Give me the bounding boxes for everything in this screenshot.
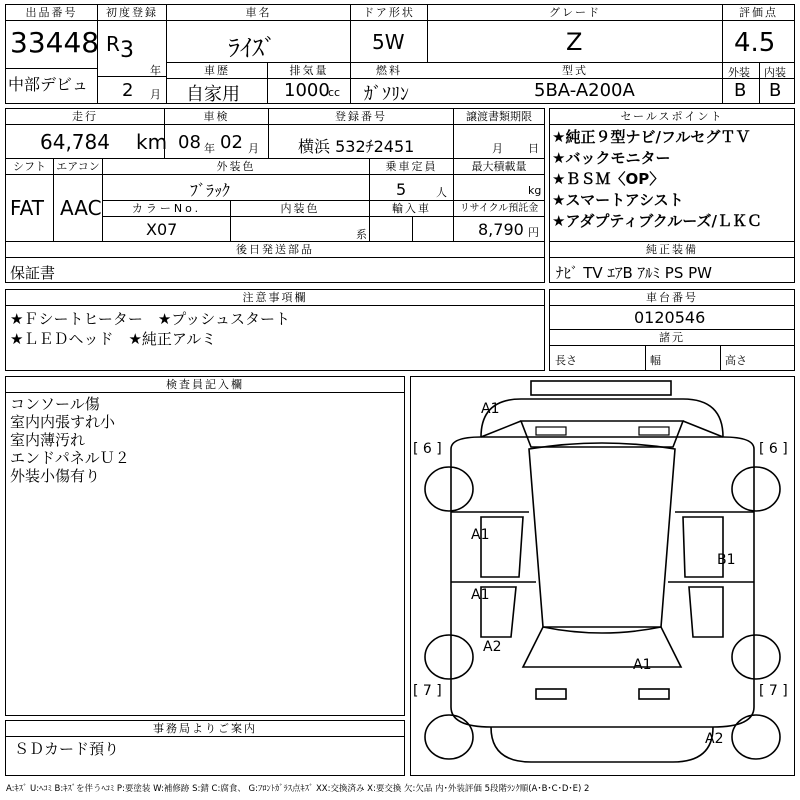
inspection-label: 車検 xyxy=(165,109,268,125)
ext-color-value: ﾌﾞﾗｯｸ xyxy=(190,181,231,200)
sales-point: ★ＢＳＭ〈OP〉 xyxy=(552,170,665,188)
grade-label: グレード xyxy=(428,5,722,21)
damage-mark: A1 xyxy=(471,587,490,603)
inspector-line: 外装小傷有り xyxy=(10,467,101,485)
spec-height: 高さ xyxy=(725,354,747,367)
office-value: ＳＤカード預り xyxy=(14,740,120,758)
month-unit: 月 xyxy=(150,88,161,101)
notes-label: 注意事項欄 xyxy=(6,290,544,306)
inspector-label: 検査員記入欄 xyxy=(6,377,404,393)
int-score: B xyxy=(769,80,782,101)
tire-front-left: [ 6 ] xyxy=(413,441,442,457)
doc-month-unit: 月 xyxy=(492,142,503,155)
inspector-line: 室内薄汚れ xyxy=(10,431,86,449)
model-label: 型式 xyxy=(428,63,722,78)
inspector-line: エンドパネルＵ２ xyxy=(10,449,130,467)
car-name-label: 車名 xyxy=(167,5,350,21)
inspection-year: 08 xyxy=(178,132,201,153)
inspector-lines xyxy=(10,395,130,485)
car-outline xyxy=(411,377,794,775)
car-name-value: ﾗｲｽﾞ xyxy=(228,34,276,62)
capacity-label: 乗車定員 xyxy=(370,159,453,175)
tire-front-right: [ 6 ] xyxy=(759,441,788,457)
grade-value: Z xyxy=(566,28,583,56)
capacity-value: 5 xyxy=(396,180,407,199)
first-reg-label: 初度登録 xyxy=(98,5,166,21)
damage-mark: A2 xyxy=(483,639,502,655)
lot-label: 出品番号 xyxy=(6,5,97,21)
tire-rear-right: [ 7 ] xyxy=(759,683,788,699)
import-label: 輸入車 xyxy=(370,201,453,217)
mileage-label: 走行 xyxy=(6,109,164,125)
damage-mark: A1 xyxy=(481,401,500,417)
doc-deadline-label: 譲渡書類期限 xyxy=(454,109,544,125)
spec-length: 長さ xyxy=(555,354,577,367)
mileage-value: 64,784 xyxy=(40,130,110,154)
score-label: 評価点 xyxy=(723,5,794,21)
tire-rear-left: [ 7 ] xyxy=(413,683,442,699)
sales-point: ★純正９型ナビ/フルセグＴＶ xyxy=(552,128,751,146)
inspection-month: 02 xyxy=(220,132,243,153)
int-color-unit: 系 xyxy=(356,228,367,241)
note-line: ★Ｆシートヒーター ★プッシュスタート xyxy=(10,310,290,328)
door-label: ドア形状 xyxy=(351,5,427,21)
max-load-unit: kg xyxy=(528,184,542,197)
color-no-value: X07 xyxy=(146,220,178,239)
history-value: 自家用 xyxy=(186,84,240,105)
damage-mark: A1 xyxy=(633,657,652,673)
color-no-label: カラーNo. xyxy=(103,201,230,217)
inspector-line: コンソール傷 xyxy=(10,395,100,413)
debut-label: 中部デビュ xyxy=(8,75,89,94)
doc-day-unit: 日 xyxy=(528,142,539,155)
score-value: 4.5 xyxy=(734,28,776,58)
fuel-value: ｶﾞｿﾘﾝ xyxy=(364,84,409,105)
after-parts-value: 保証書 xyxy=(10,264,56,282)
legend: A:ｷｽﾞ U:ﾍｺﾐ B:ｷｽﾞを伴うﾍｺﾐ P:要塗装 W:補修跡 S:錆 C:腐食、 G:ﾌﾛﾝﾄｶﾞﾗｽ点ｷｽﾞ XX:交換済み X:要交換 欠:欠品 内･外装評価 5段階ﾗﾝｸ順(A･B･C･D･E) 2 xyxy=(6,784,590,794)
sales-point: ★バックモニター xyxy=(552,149,671,167)
plate-label: 登録番号 xyxy=(269,109,453,125)
first-reg-month: 2 xyxy=(122,80,134,101)
equipment-value: ﾅﾋﾞ TV ｴｱB ｱﾙﾐ PS PW xyxy=(556,264,712,282)
fuel-label: 燃料 xyxy=(351,63,427,78)
displacement-label: 排気量 xyxy=(268,63,350,78)
plate-value: 横浜 532ﾁ2451 xyxy=(298,137,415,156)
inspection-month-unit: 月 xyxy=(248,142,259,155)
int-color-label: 内装色 xyxy=(231,201,369,217)
shift-value: FAT xyxy=(10,196,45,220)
mileage-unit: km xyxy=(136,130,168,154)
notes-lines xyxy=(10,309,290,349)
max-load-label: 最大積載量 xyxy=(454,159,544,175)
ext-score: B xyxy=(734,80,747,101)
shift-label: シフト xyxy=(6,159,53,175)
recycle-label: リサイクル預託金 xyxy=(454,201,544,217)
displacement-unit: cc xyxy=(328,86,341,99)
int-score-label: 内装 xyxy=(764,66,786,79)
damage-mark: A1 xyxy=(471,527,490,543)
note-line: ★ＬＥＤヘッド ★純正アルミ xyxy=(10,330,217,348)
inspection-year-unit: 年 xyxy=(204,142,215,155)
damage-mark: A2 xyxy=(705,731,724,747)
first-reg-era: R xyxy=(106,32,120,56)
ext-score-label: 外装 xyxy=(728,66,750,79)
sales-point: ★アダプティブクルーズ/ＬＫＣ xyxy=(552,212,763,230)
office-label: 事務局よりご案内 xyxy=(6,721,404,737)
chassis-value: 0120546 xyxy=(634,308,706,327)
equipment-label: 純正装備 xyxy=(550,242,794,258)
displacement-value: 1000 xyxy=(284,80,330,101)
spec-width: 幅 xyxy=(650,354,661,367)
ac-label: エアコン xyxy=(54,159,102,175)
model-value: 5BA-A200A xyxy=(534,80,635,101)
sales-points-list xyxy=(552,127,762,232)
first-reg-year: 3 xyxy=(120,38,134,63)
year-unit: 年 xyxy=(150,64,161,77)
capacity-unit: 人 xyxy=(436,186,447,199)
door-value: 5W xyxy=(372,30,405,54)
history-label: 車歴 xyxy=(167,63,267,78)
recycle-value: 8,790 xyxy=(478,220,524,239)
specs-label: 諸元 xyxy=(550,330,794,346)
car-diagram xyxy=(410,376,795,776)
sales-point: ★スマートアシスト xyxy=(552,191,684,209)
lot-value: 33448 xyxy=(10,26,100,59)
chassis-label: 車台番号 xyxy=(550,290,794,306)
detail-section xyxy=(5,108,545,242)
ac-value: AAC xyxy=(60,196,102,220)
ext-color-label: 外装色 xyxy=(103,159,369,175)
sales-points-label: セールスポイント xyxy=(550,109,794,125)
inspector-line: 室内内張すれ小 xyxy=(10,413,116,431)
recycle-unit: 円 xyxy=(528,226,539,239)
after-parts-label: 後日発送部品 xyxy=(6,242,544,258)
damage-mark: B1 xyxy=(717,552,736,568)
